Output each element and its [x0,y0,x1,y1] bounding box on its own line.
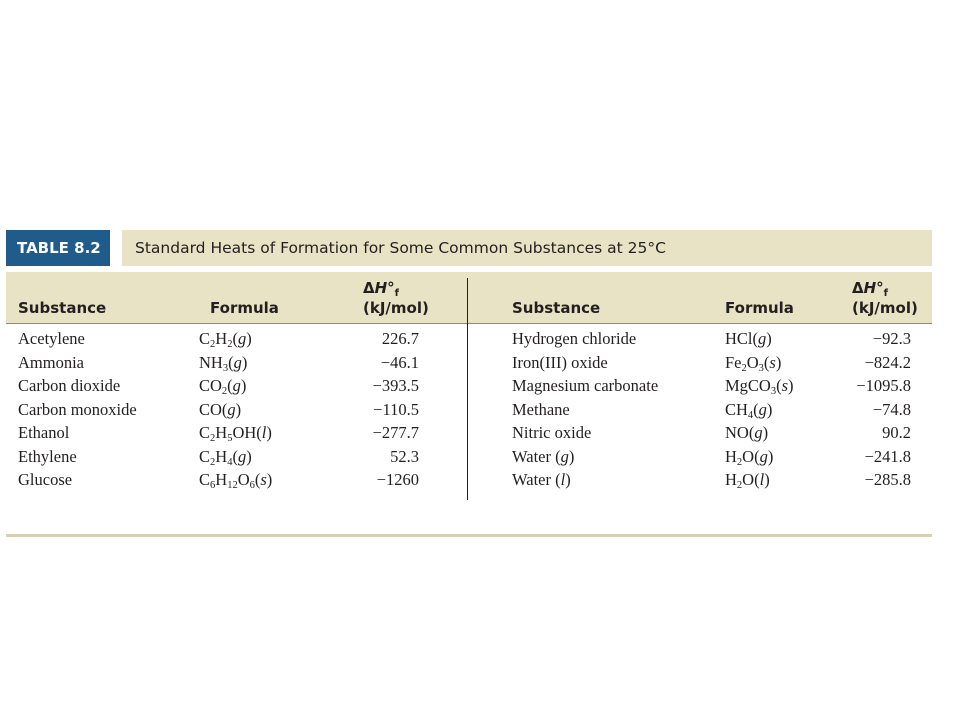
header-substance-right: Substance [512,299,601,317]
formula-cell: $CO_2(g)$ [199,376,247,397]
enthalpy-value-cell: −241.8 [864,446,911,466]
header-delta-h-right [852,279,888,297]
table-body [6,272,932,534]
formula-cell: MgCO$_3$(s) [725,376,794,397]
enthalpy-value-cell: 226.7 [381,329,419,348]
header-rule [6,323,932,324]
substance-cell: Acetylene [18,329,85,348]
enthalpy-value-cell: 90.2 [882,423,911,442]
column-divider [467,278,468,500]
table-caption: Standard Heats of Formation for Some Common Substances at 25°C [122,230,932,266]
enthalpy-value-cell: −277.7 [372,423,419,442]
formula-cell: $Fe_2O_3(s)$ [725,352,782,374]
enthalpy-value-cell: 52.3 [390,446,419,466]
formula-cell: $CH_4(g)$ [725,399,773,421]
enthalpy-value-cell: −393.5 [372,376,419,395]
formula-cell: $H_2O(g)$ [725,446,774,468]
delta-symbol: Δ [363,279,375,297]
h-symbol: H [374,279,388,297]
substance-cell: Water (g) [512,446,575,466]
delta-symbol: Δ [852,279,864,297]
header-substance-left: Substance [18,299,107,317]
f-subscript: f [883,288,889,299]
formula-cell: $C_2H_2(g)$ [199,329,252,350]
header-formula-right: Formula [725,299,794,317]
enthalpy-value-cell: −824.2 [864,352,911,372]
substance-cell: Magnesium carbonate [512,376,659,395]
substance-cell: Nitric oxide [512,423,592,442]
substance-cell: Hydrogen chloride [512,329,637,348]
substance-cell: Carbon monoxide [18,399,137,419]
header-unit-left: (kJ/mol) [363,299,429,317]
substance-cell: Water (l) [512,470,571,489]
header-delta-h-left [363,279,399,297]
formula-cell: NO(g) [725,423,769,442]
heats-of-formation-table [6,230,932,534]
enthalpy-value-cell: −1260 [376,470,419,489]
formula-cell: $C_6H_{12}O_6(s)$ [199,470,273,491]
formula-cell: $H_2O(l)$ [725,470,770,491]
enthalpy-value-cell: −1095.8 [856,376,911,395]
degree-symbol: ° [387,279,395,297]
substance-cell: Ethanol [18,423,70,442]
header-unit-right: (kJ/mol) [852,299,918,317]
substance-cell: Methane [512,399,570,419]
title-gap [110,230,122,266]
enthalpy-value-cell: −46.1 [380,352,419,372]
h-symbol: H [863,279,877,297]
substance-cell: Ethylene [18,446,77,466]
formula-cell: HCl(g) [725,329,772,348]
substance-cell: Glucose [18,470,73,489]
enthalpy-value-cell: −74.8 [872,399,911,419]
substance-cell: Iron(III) oxide [512,352,608,372]
header-formula-left: Formula [210,299,279,317]
table-title-bar [6,230,932,266]
enthalpy-value-cell: −92.3 [872,329,911,348]
enthalpy-value-cell: −285.8 [864,470,911,489]
bottom-rule [6,534,932,537]
substance-cell: Carbon dioxide [18,376,121,395]
f-subscript: f [394,288,400,299]
table-number-label: TABLE 8.2 [6,230,110,266]
formula-cell: $C_2H_4(g)$ [199,446,252,468]
substance-cell: Ammonia [18,352,84,372]
formula-cell: $NH_3(g)$ [199,352,248,374]
degree-symbol: ° [876,279,884,297]
formula-cell: CO(g) [199,399,242,419]
formula-cell: $C_2H_5OH(l)$ [199,423,272,444]
enthalpy-value-cell: −110.5 [373,399,419,419]
